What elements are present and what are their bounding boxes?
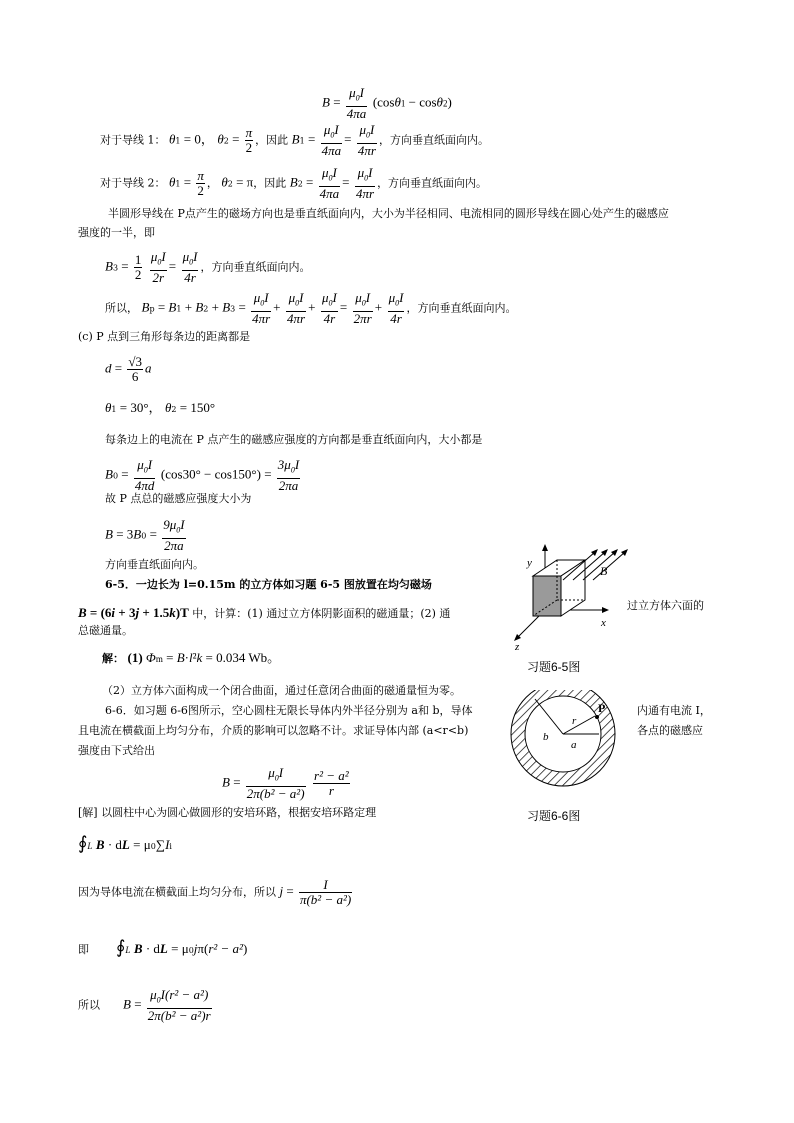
b3-tail: ，方向垂直纸面向内。	[200, 260, 311, 274]
wire1-prefix: 对于导线 1：	[100, 133, 166, 147]
fig65-y-label: y	[527, 557, 532, 569]
fig66-cylinder	[505, 690, 630, 800]
fig65-cube	[505, 540, 635, 652]
fig66-caption: 习题6-6图	[527, 809, 581, 823]
theta-c: θ1 = 30°， θ2 = 150°	[105, 400, 216, 415]
wire2-prefix: 对于导线 2：	[100, 176, 166, 190]
p66-line2: 且电流在横截面上均匀分布，介质的影响可以忽略不计。求证导体内部 (a<r<b)	[78, 724, 469, 737]
p66-line2-right: 各点的磁感应	[637, 724, 703, 737]
uniform-text: 因为导体电流在横截面上均匀分布，所以	[78, 885, 276, 899]
semi-line2: 强度的一半，即	[78, 226, 155, 239]
suoyi-text: 所以	[78, 998, 100, 1012]
p65-sol1: 解： (1) Φm = B·l²k = 0.034 Wb。	[102, 650, 281, 665]
eq-b-total: B = 3B0 = $\frac{9\mu_0I}{2\pi a}$	[105, 517, 185, 553]
eq-b0: B0 = $\frac{\mu_0I}{4\pi d}$ (cos30° − cos150°) = $\frac{3\mu_0I}{2\pi a}$	[105, 457, 300, 493]
fig65-z-label: z	[515, 641, 520, 652]
total-p: 故 P 点总的磁感应强度大小为	[105, 492, 252, 505]
eq-b3: B3 = $\frac{1}{2}$ $\frac{\mu_0I}{2r}$ = $\frac{\mu_0I}{4r}$ ，方向垂直纸面向内。	[105, 249, 311, 285]
p66-sol-intro: [解] 以圆柱中心为圆心做圆形的安培环路，根据安培环路定理	[78, 806, 377, 819]
part-c: (c) P 点到三角形每条边的距离都是	[78, 330, 251, 343]
p65-line2-tail: 中，计算：(1) 通过立方体阴影面积的磁通量；(2) 通	[192, 607, 451, 620]
eq-top: B = $\frac{\mu_0I}{4\pi a}$ (cosθ1 − cosθ2)	[322, 85, 452, 121]
p65-line1: 6-5．一边长为 l=0.15m 的立方体如习题 6-5 图放置在均匀磁场	[105, 578, 432, 591]
p65-line1-right: 过立方体六面的	[627, 599, 704, 612]
fig65-caption: 习题6-5图	[527, 660, 581, 674]
eq-final: 所以 B = $\frac{\mu_0I(r^2 - a^2)}{\text{2π(b² − a²)r}}$	[78, 987, 211, 1023]
bp-prefix: 所以，	[105, 301, 138, 315]
fig66-b-label: b	[543, 731, 549, 743]
fig65-b-label: B	[600, 564, 608, 578]
wire2-line: 对于导线 2： θ1 = $\frac{\pi}{2}$ ， θ2 = π，因此 B2 = $\frac{\mu_0I}{4\pi a}$ = $\frac{\mu_0I}{4\pi r}$ ，方向垂直纸面向内。	[100, 165, 488, 201]
p65-line3: 总磁通量。	[78, 624, 133, 637]
p66-line1-right: 内通有电流 I，	[637, 704, 711, 717]
bp-tail: ，方向垂直纸面向内。	[406, 301, 517, 315]
semi-line1: 半圆形导线在 P点产生的磁场方向也是垂直纸面向内，大小为半径相同、电流相同的圆形导线在圆心处产生的磁感应	[108, 207, 669, 220]
fig66-p-label: P	[598, 701, 606, 715]
sol-label: 解：	[102, 652, 124, 665]
eq-d: d = $\frac{√3}{6}$ a	[105, 354, 152, 384]
eq-bp: 所以， Bp = B1 + B2 + B3 = $\frac{\mu_0I}{4\pi r}$ + $\frac{\mu_0I}{4\pi r}$ + $\frac{\mu_0I}{4r}$ = $\frac{\mu_0I}{2\pi r}$ + $\frac{\mu_0I}{4r}$ ，方向垂直纸面向内。	[105, 290, 517, 326]
each-side: 每条边上的电流在 P 点产生的磁感应强度的方向都是垂直纸面向内，大小都是	[105, 433, 483, 446]
eq-j: 因为导体电流在横截面上均匀分布，所以 j = $\frac{I}{\text{π(b² − a²)}}$	[78, 877, 352, 907]
eq-p66-result: B = $\frac{\mu_0I}{\text{2π(b² − a²)}}$ $\frac{\text{r² − a²}}{r}$	[222, 765, 349, 801]
ji-text: 即	[78, 943, 89, 956]
wire1-line: 对于导线 1： θ1 = 0， θ2 = $\frac{\pi}{2}$ ，因此 B1 = $\frac{\mu_0I}{4\pi a}$ = $\frac{\mu_0I}{4\pi r}$ ，方向垂直纸面向内。	[100, 122, 489, 158]
p66-line1: 6-6．如习题 6-6图所示，空心圆柱无限长导体内外半径分别为 a和 b，导体	[105, 704, 473, 717]
p65-line2: B = (6i + 3j + 1.5k)T 中，计算：(1) 通过立方体阴影面积的磁通量；(2) 通	[78, 605, 451, 620]
eq-ji: 即 ∮L B · dL = μ0jπ(r² − a²)	[78, 937, 248, 957]
eq-ampere: ∮L B · dL = μ0∑Ii	[78, 833, 172, 853]
p65-sol2: （2）立方体六面构成一个闭合曲面，通过任意闭合曲面的磁通量恒为零。	[102, 684, 461, 697]
p66-line3: 强度由下式给出	[78, 744, 155, 757]
fig66-r-label: r	[572, 715, 577, 727]
fig66-a-label: a	[571, 739, 577, 751]
fig65-x-label: x	[601, 617, 606, 629]
dir-in: 方向垂直纸面向内。	[105, 558, 204, 571]
